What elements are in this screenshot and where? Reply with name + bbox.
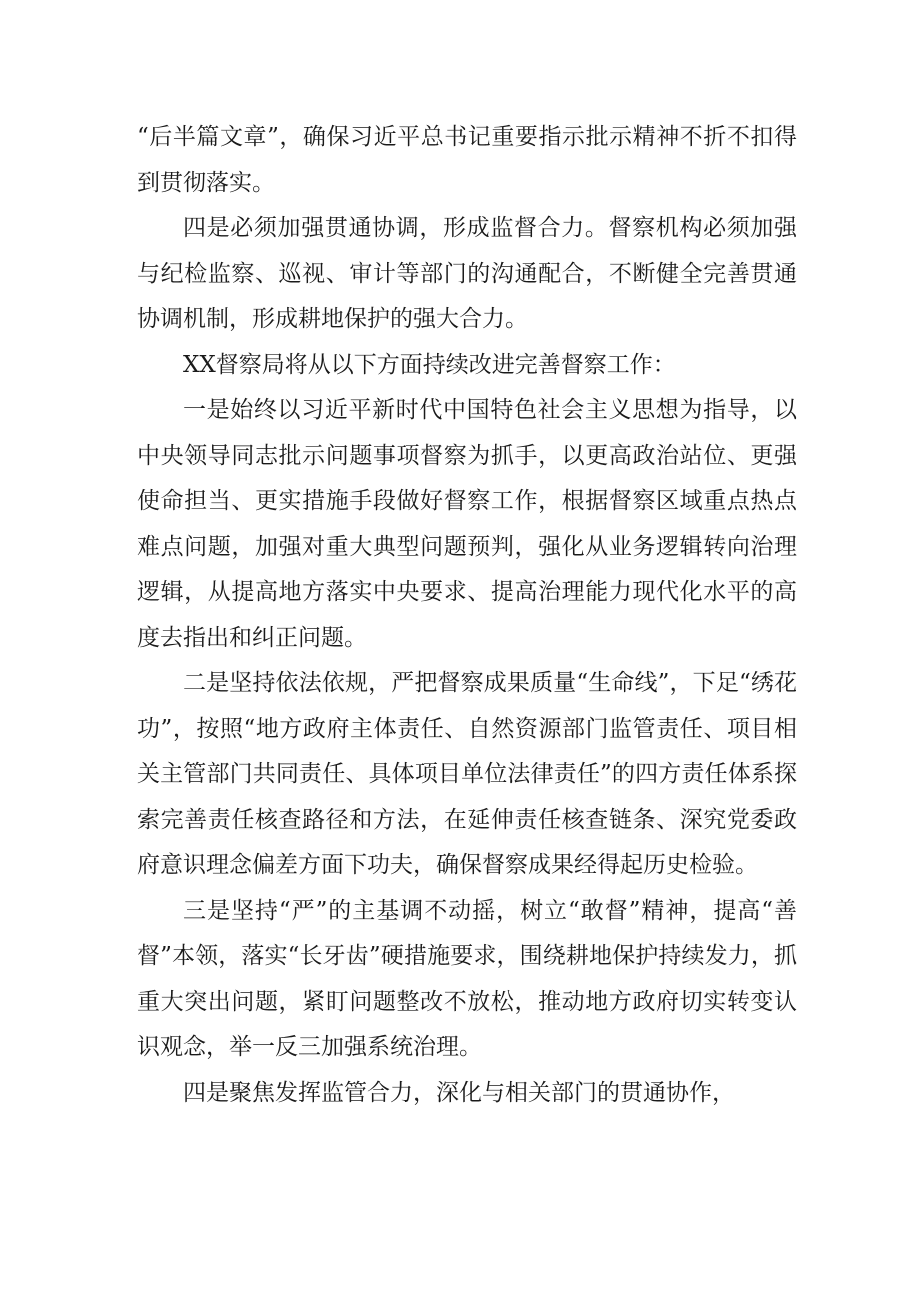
paragraph-1: “后半篇文章”，确保习近平总书记重要指示批示精神不折不扣得到贯彻落实。 <box>137 124 797 196</box>
paragraph-6: 三是坚持“严”的主基调不动摇，树立“敢督”精神，提高“善督”本领，落实“长牙齿”硬措施要求，围绕耕地保护持续发力，抓重大突出问题，紧盯问题整改不放松，推动地方政府切实转变认识观念，举一反三加强系统治理。 <box>137 897 797 1060</box>
paragraph-2: 四是必须加强贯通协调，形成监督合力。督察机构必须加强与纪检监察、巡视、审计等部门的沟通配合，不断健全完善贯通协调机制，形成耕地保护的强大合力。 <box>137 215 797 332</box>
document-body <box>137 115 797 1116</box>
paragraph-5: 二是坚持依法依规，严把督察成果质量“生命线”，下足“绣花功”，按照“地方政府主体责任、自然资源部门监管责任、项目相关主管部门共同责任、具体项目单位法律责任”的四方责任体系探索完善责任核查路径和方法，在延伸责任核查链条、深究党委政府意识理念偏差方面下功夫，确保督察成果经得起历史检验。 <box>137 670 797 878</box>
paragraph-7: 四是聚焦发挥监管合力，深化与相关部门的贯通协作， <box>183 1079 735 1106</box>
paragraph-3: XX督察局将从以下方面持续改进完善督察工作： <box>183 351 676 378</box>
paragraph-4: 一是始终以习近平新时代中国特色社会主义思想为指导，以中央领导同志批示问题事项督察为抓手，以更高政治站位、更强使命担当、更实措施手段做好督察工作，根据督察区域重点热点难点问题，加强对重大典型问题预判，强化从业务逻辑转向治理逻辑，从提高地方落实中央要求、提高治理能力现代化水平的高度去指出和纠正问题。 <box>137 397 797 651</box>
